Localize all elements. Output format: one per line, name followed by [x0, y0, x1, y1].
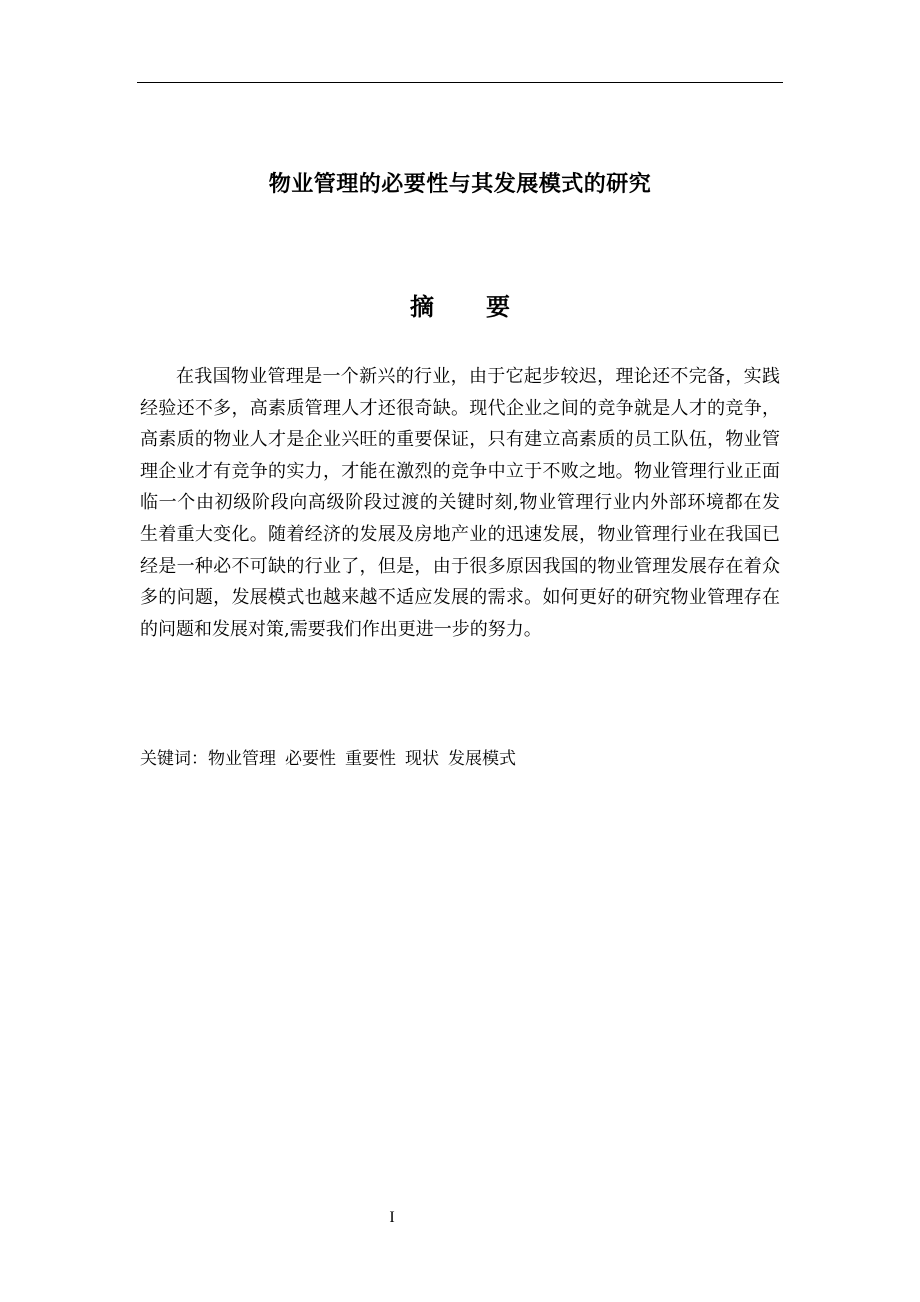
abstract-line: 理企业才有竞争的实力，才能在激烈的竞争中立于不败之地。物业管理行业正面: [140, 460, 780, 482]
document-title: 物业管理的必要性与其发展模式的研究: [268, 172, 652, 197]
abstract-line: 多的问题，发展模式也越来越不适应发展的需求。如何更好的研究物业管理存在: [140, 587, 780, 609]
keyword-item: 发展模式: [448, 749, 516, 769]
abstract-heading-right: 要: [486, 293, 510, 321]
abstract-line: 临一个由初级阶段向高级阶段过渡的关键时刻,物业管理行业内外部环境都在发: [140, 492, 780, 514]
keyword-item: 必要性: [285, 749, 336, 769]
page-number: I: [389, 1209, 395, 1226]
abstract-body: [140, 361, 780, 645]
header-rule: [137, 82, 783, 83]
abstract-line: 经验还不多，高素质管理人才还很奇缺。现代企业之间的竞争就是人才的竞争，: [140, 397, 780, 419]
abstract-line: 在我国物业管理是一个新兴的行业，由于它起步较迟，理论还不完备，实践: [176, 366, 780, 387]
keyword-item: 物业管理: [208, 749, 276, 769]
abstract-line: 高素质的物业人才是企业兴旺的重要保证，只有建立高素质的员工队伍，物业管: [140, 429, 780, 451]
keyword-item: 重要性: [345, 749, 396, 769]
keyword-item: 现状: [405, 749, 439, 769]
abstract-line: 生着重大变化。随着经济的发展及房地产业的迅速发展，物业管理行业在我国已: [140, 523, 780, 545]
abstract-heading: [0, 290, 920, 324]
abstract-line: 经是一种必不可缺的行业了，但是，由于很多原因我国的物业管理发展存在着众: [140, 555, 780, 577]
keywords-label: 关键词：: [140, 749, 208, 769]
keywords: [140, 744, 525, 774]
abstract-line: 的问题和发展对策,需要我们作出更进一步的努力。: [140, 618, 542, 640]
abstract-heading-left: 摘: [410, 293, 434, 321]
